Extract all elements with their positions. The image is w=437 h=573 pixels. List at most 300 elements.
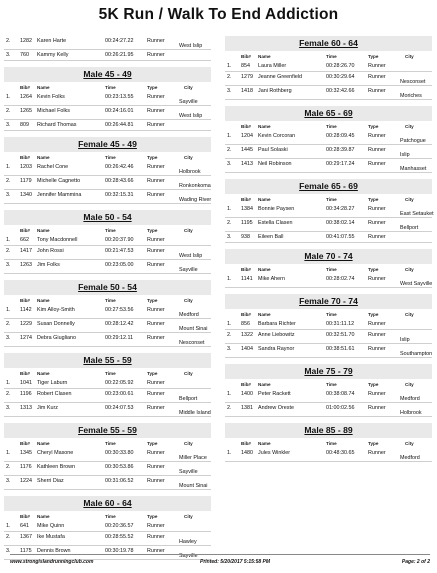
division-title: Male 60 - 64 [83,498,132,508]
cell-type: Runner [147,534,165,540]
section-male-65-69 [225,106,432,173]
column-header-time: Time [326,267,337,272]
column-header-city: City [405,54,414,59]
footer-website: www.strongislandrunningclub.com [10,559,94,565]
column-header-bib: Bib# [20,441,30,446]
cell-bib: 1224 [20,478,32,484]
results-column-right [225,36,432,468]
column-header-bib: Bib# [241,441,251,446]
cell-city: Holbrook [179,169,201,175]
result-row [4,120,211,131]
cell-name: Anne Liebowitz [258,332,295,338]
result-row [225,204,432,218]
cell-name: Richard Thomas [37,122,77,128]
cell-city: Islip [400,152,410,158]
cell-place: 3. [6,405,11,411]
result-row [4,333,211,347]
cell-city: Medford [179,312,199,318]
result-row [225,330,432,344]
cell-name: Cheryl Masone [37,450,74,456]
cell-place: 3. [227,161,232,167]
results-header-row [4,296,211,305]
cell-bib: 1274 [20,335,32,341]
cell-bib: 809 [20,122,29,128]
cell-place: 2. [227,332,232,338]
result-row [4,305,211,319]
result-row [4,532,211,546]
cell-time: 00:30:29.64 [326,74,355,80]
cell-name: Debra Giugliano [37,335,76,341]
column-header-name: Name [258,382,271,387]
cell-type: Runner [147,391,165,397]
cell-city: Hawley [179,539,197,545]
result-row [4,246,211,260]
column-header-bib: Bib# [241,124,251,129]
cell-time: 00:28:02.74 [326,276,355,282]
cell-bib: 1176 [20,464,32,470]
result-row [225,232,432,243]
cell-place: 2. [6,321,11,327]
cell-time: 00:34:28.27 [326,206,355,212]
cell-place: 2. [227,220,232,226]
column-header-city: City [184,371,193,376]
cell-time: 00:30:53.86 [105,464,134,470]
section-female-45-49 [4,137,211,204]
section-male-50-54 [4,210,211,274]
section-male-45-49 [4,67,211,131]
cell-name: Sherri Diaz [37,478,64,484]
cell-type: Runner [147,478,165,484]
column-header-bib: Bib# [241,197,251,202]
column-header-type: Type [147,371,158,376]
cell-city: Mount Sinai [179,326,208,332]
cell-city: Sayville [179,99,198,105]
cell-name: Kevin Folks [37,94,65,100]
result-row [4,319,211,333]
column-header-time: Time [326,124,337,129]
cell-time: 00:22:05.92 [105,380,134,386]
cell-bib: 938 [241,234,250,240]
cell-bib: 1445 [241,147,253,153]
column-header-type: Type [368,124,379,129]
cell-time: 00:38:08.74 [326,391,355,397]
division-heading [4,210,211,225]
column-header-bib: Bib# [241,54,251,59]
division-heading [225,179,432,194]
cell-name: Tony Macdonnell [37,237,78,243]
results-header-row [4,153,211,162]
results-header-row [4,439,211,448]
cell-city: West Islip [179,43,203,49]
cell-bib: 1340 [20,192,32,198]
cell-city: Patchogue [400,138,426,144]
cell-name: Susan Donnelly [37,321,75,327]
column-header-time: Time [326,54,337,59]
cell-time: 00:24:16.01 [105,108,134,114]
column-header-time: Time [105,155,116,160]
column-header-bib: Bib# [20,298,30,303]
result-row [4,92,211,106]
cell-city: Southampton [400,351,433,357]
cell-place: 1. [6,380,11,386]
cell-type: Runner [147,523,165,529]
cell-city: East Setauket [400,211,434,217]
cell-place: 2. [227,147,232,153]
cell-name: Tiger Laburn [37,380,68,386]
cell-name: John Rossi [37,248,64,254]
cell-type: Runner [147,192,165,198]
cell-place: 1. [6,450,11,456]
cell-bib: 1203 [20,164,32,170]
cell-name: Jim Folks [37,262,60,268]
cell-name: Jennifer Mammina [37,192,82,198]
section-male-70-74 [225,249,432,288]
cell-name: Paul Solaski [258,147,288,153]
division-title: Male 50 - 54 [83,212,132,222]
column-header-name: Name [258,54,271,59]
column-header-bib: Bib# [20,371,30,376]
cell-place: 1. [6,523,11,529]
cell-type: Runner [368,321,386,327]
cell-place: 2. [227,74,232,80]
column-header-name: Name [258,267,271,272]
cell-name: Eileen Ball [258,234,284,240]
division-title: Female 55 - 59 [78,425,137,435]
column-header-time: Time [105,228,116,233]
cell-place: 1. [227,321,232,327]
column-header-time: Time [105,298,116,303]
cell-type: Runner [368,88,386,94]
division-heading [4,353,211,368]
cell-time: 00:30:33.80 [105,450,134,456]
cell-name: Peter Rackett [258,391,291,397]
cell-city: Wading River [179,197,212,203]
cell-place: 1. [6,164,11,170]
cell-type: Runner [147,248,165,254]
section-male-60-64 [4,496,211,560]
division-title: Female 65 - 69 [299,181,358,191]
cell-name: Ike Mustafa [37,534,65,540]
cell-bib: 1367 [20,534,32,540]
cell-city: Medford [400,455,420,461]
cell-bib: 1381 [241,405,253,411]
cell-name: Michael Folks [37,108,70,114]
cell-place: 3. [6,478,11,484]
column-header-time: Time [105,441,116,446]
result-row [4,476,211,490]
cell-type: Runner [368,133,386,139]
cell-time: 00:28:12.42 [105,321,134,327]
cell-name: Bonnie Paysen [258,206,295,212]
division-heading [4,423,211,438]
division-title: Female 60 - 64 [299,38,358,48]
cell-place: 1. [227,63,232,69]
results-header-row [4,226,211,235]
cell-type: Runner [147,335,165,341]
column-header-type: Type [368,382,379,387]
cell-name: Andrew Oreste [258,405,294,411]
cell-bib: 1400 [241,391,253,397]
column-header-type: Type [147,441,158,446]
cell-name: Jim Kurz [37,405,58,411]
cell-bib: 1175 [20,548,32,554]
cell-type: Runner [147,405,165,411]
cell-place: 2. [6,178,11,184]
cell-time: 00:26:21.95 [105,52,134,58]
cell-time: 00:32:15.31 [105,192,134,198]
cell-city: West Islip [179,113,203,119]
section-female-55-59 [4,423,211,490]
cell-type: Runner [147,108,165,114]
cell-name: Jani Rothberg [258,88,292,94]
column-header-name: Name [37,514,50,519]
division-title: Female 45 - 49 [78,139,137,149]
column-header-bib: Bib# [20,228,30,233]
column-header-name: Name [37,441,50,446]
division-heading [225,423,432,438]
cell-bib: 1413 [241,161,253,167]
result-row [4,260,211,274]
division-heading [4,496,211,511]
footer-page-number: Page: 2 of 2 [401,559,430,565]
column-header-type: Type [368,54,379,59]
cell-type: Runner [368,220,386,226]
division-heading [225,249,432,264]
column-header-time: Time [326,312,337,317]
cell-type: Runner [147,237,165,243]
cell-bib: 1195 [241,220,253,226]
cell-type: Runner [368,450,386,456]
result-row [4,36,211,50]
division-heading [225,36,432,51]
page-footer [10,554,430,568]
cell-type: Runner [147,52,165,58]
cell-time: 00:20:36.57 [105,523,134,529]
cell-place: 2. [6,464,11,470]
cell-time: 00:31:06.52 [105,478,134,484]
cell-type: Runner [147,122,165,128]
cell-place: 2. [6,248,11,254]
result-row [225,389,432,403]
cell-place: 3. [6,192,11,198]
cell-place: 3. [227,234,232,240]
division-heading [225,364,432,379]
results-header-row [4,512,211,521]
cell-name: Kammy Kelly [37,52,69,58]
column-header-bib: Bib# [241,312,251,317]
column-header-bib: Bib# [241,267,251,272]
cell-type: Runner [368,147,386,153]
cell-name: Estella Clasen [258,220,293,226]
cell-time: 00:27:53.56 [105,307,134,313]
result-row [4,162,211,176]
cell-city: Islip [400,337,410,343]
cell-type: Runner [147,548,165,554]
section-female-70-74 [225,294,432,358]
results-header-row [225,52,432,61]
cell-time: 00:32:51.70 [326,332,355,338]
column-header-name: Name [37,371,50,376]
column-header-type: Type [368,312,379,317]
cell-time: 00:41:07.55 [326,234,355,240]
cell-bib: 1418 [241,88,253,94]
division-title: Female 70 - 74 [299,296,358,306]
column-header-type: Type [147,85,158,90]
column-header-city: City [405,197,414,202]
section-male-55-59 [4,353,211,417]
cell-time: 00:26:44.81 [105,122,134,128]
column-header-city: City [184,155,193,160]
section-male-85-89 [225,423,432,462]
column-header-type: Type [368,267,379,272]
cell-name: Kim Alloy-Smith [37,307,75,313]
results-header-row [225,122,432,131]
column-header-name: Name [37,228,50,233]
division-heading [225,294,432,309]
result-row [225,159,432,173]
footer-printed-timestamp: Printed: 5/20/2017 5:15:58 PM [200,559,271,565]
cell-city: Sayville [179,553,198,559]
results-header-row [225,265,432,274]
results-column-left [4,36,211,566]
column-header-name: Name [258,124,271,129]
cell-time: 00:30:19.78 [105,548,134,554]
cell-bib: 1041 [20,380,32,386]
division-heading [4,280,211,295]
page-title: 5K Run / Walk To End Addiction [98,6,339,23]
cell-name: Mike Ahern [258,276,285,282]
cell-type: Runner [368,276,386,282]
cell-type: Runner [368,63,386,69]
cell-bib: 1345 [20,450,32,456]
cell-name: Jules Winkler [258,450,291,456]
cell-bib: 641 [20,523,29,529]
column-header-city: City [184,228,193,233]
cell-place: 2. [6,391,11,397]
cell-place: 1. [6,237,11,243]
cell-city: Manhasset [400,166,427,172]
cell-time: 00:28:43.66 [105,178,134,184]
cell-city: Ronkonkoma [179,183,211,189]
column-header-city: City [184,514,193,519]
cell-city: Sayville [179,267,198,273]
cell-time: 00:48:30.65 [326,450,355,456]
result-row [225,403,432,417]
cell-city: Bellport [179,396,198,402]
column-header-type: Type [147,228,158,233]
cell-type: Runner [147,450,165,456]
cell-type: Runner [368,234,386,240]
cell-type: Runner [147,94,165,100]
cell-time: 00:24:07.53 [105,405,134,411]
division-title: Male 45 - 49 [83,69,132,79]
cell-time: 00:38:02.14 [326,220,355,226]
division-title: Female 50 - 54 [78,282,137,292]
column-header-time: Time [105,85,116,90]
cell-time: 01:00:02.56 [326,405,355,411]
result-row [4,448,211,462]
cell-place: 1. [227,391,232,397]
column-header-time: Time [105,371,116,376]
division-heading [4,67,211,82]
cell-type: Runner [368,405,386,411]
result-row [4,462,211,476]
cell-name: Laura Miller [258,63,287,69]
cell-bib: 1141 [241,276,253,282]
cell-place: 3. [6,262,11,268]
column-header-type: Type [147,298,158,303]
cell-name: Jeanne Greenfield [258,74,303,80]
column-header-time: Time [326,197,337,202]
cell-time: 00:32:42.66 [326,88,355,94]
result-row [225,344,432,358]
cell-bib: 1282 [20,38,32,44]
division-title: Male 70 - 74 [304,251,353,261]
cell-name: Sandra Raynor [258,346,295,352]
section-female-50-54 [4,280,211,347]
cell-time: 00:23:00.61 [105,391,134,397]
cell-bib: 1313 [20,405,32,411]
cell-place: 1. [6,94,11,100]
column-header-city: City [405,124,414,129]
cell-name: Michelle Cagnetto [37,178,81,184]
result-row [4,403,211,417]
result-row [225,448,432,462]
division-heading [225,106,432,121]
cell-place: 1. [227,133,232,139]
result-row [4,521,211,532]
cell-name: Mike Quinn [37,523,65,529]
cell-place: 1. [227,206,232,212]
division-title: Male 55 - 59 [83,355,132,365]
results-header-row [225,310,432,319]
column-header-name: Name [37,85,50,90]
cell-type: Runner [368,346,386,352]
cell-name: Rachel Cone [37,164,69,170]
cell-type: Runner [368,161,386,167]
cell-time: 00:20:37.90 [105,237,134,243]
column-header-city: City [184,298,193,303]
cell-type: Runner [368,332,386,338]
cell-bib: 1196 [20,391,32,397]
cell-bib: 1142 [20,307,32,313]
result-row [225,319,432,330]
cell-bib: 1279 [241,74,253,80]
cell-time: 00:28:55.52 [105,534,134,540]
result-row [4,176,211,190]
result-row [4,235,211,246]
results-header-row [225,439,432,448]
column-header-bib: Bib# [20,155,30,160]
results-header-row [225,380,432,389]
cell-name: Neil Robinson [258,161,292,167]
column-header-time: Time [105,514,116,519]
cell-time: 00:26:42.46 [105,164,134,170]
cell-place: 2. [227,405,232,411]
section-female-60-64 [225,36,432,100]
cell-bib: 1265 [20,108,32,114]
result-row [225,274,432,288]
cell-time: 00:28:39.87 [326,147,355,153]
cell-city: Bellport [400,225,419,231]
cell-name: Robert Clasen [37,391,72,397]
column-header-bib: Bib# [20,85,30,90]
column-header-type: Type [147,155,158,160]
result-row [225,72,432,86]
cell-place: 3. [6,122,11,128]
cell-time: 00:31:11.12 [326,321,355,327]
result-row [225,61,432,72]
